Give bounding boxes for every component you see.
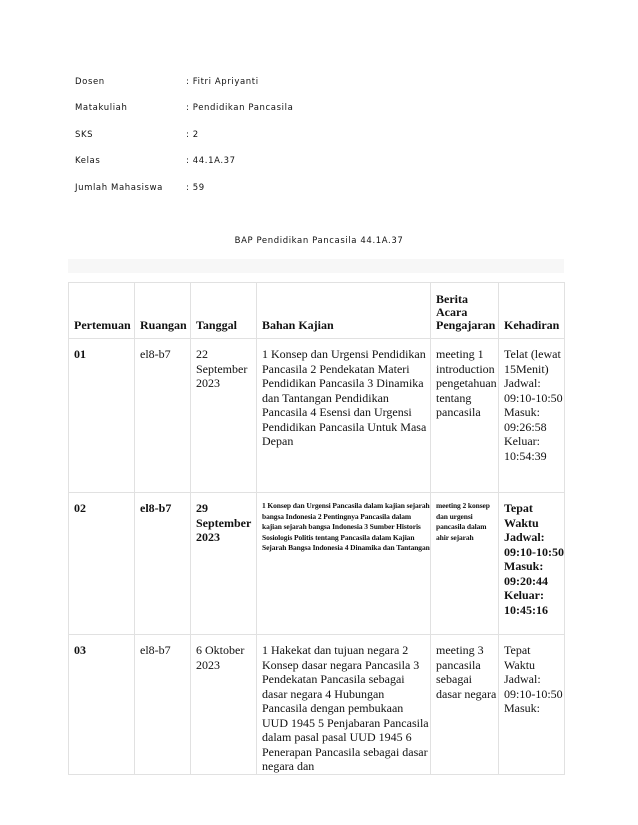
- info-label-dosen: Dosen: [75, 77, 105, 87]
- info-value-kelas: : 44.1A.37: [186, 156, 236, 166]
- cell-pertemuan: 01: [69, 339, 135, 493]
- cell-pertemuan: 03: [69, 635, 135, 775]
- header-berita-acara: Berita Acara Pengajaran: [431, 283, 499, 339]
- cell-tanggal: 29 September 2023: [191, 493, 257, 635]
- cell-berita-acara: meeting 3 pancasila sebagai dasar negara: [431, 635, 499, 775]
- header-band: [68, 259, 564, 273]
- header-ruangan: Ruangan: [135, 283, 191, 339]
- table-row: [69, 635, 565, 775]
- cell-ruangan: el8-b7: [135, 339, 191, 493]
- cell-bahan-kajian: 1 Hakekat dan tujuan negara 2 Konsep dasar negara Pancasila 3 Pendekatan Pancasila sebagai dasar negara 4 Hubungan Pancasila dengan pembukaan UUD 1945 5 Penjabaran Pancasila dalam pasal pasal UUD 1945 6 Penerapan Pancasila sebagai dasar negara dan: [257, 635, 431, 775]
- header-pertemuan: Pertemuan: [69, 283, 135, 339]
- cell-ruangan: el8-b7: [135, 493, 191, 635]
- cell-ruangan: el8-b7: [135, 635, 191, 775]
- cell-tanggal: 6 Oktober 2023: [191, 635, 257, 775]
- info-value-dosen: : Fitri Apriyanti: [186, 77, 259, 87]
- table-row: [69, 339, 565, 493]
- info-label-kelas: Kelas: [75, 156, 101, 166]
- table-row: [69, 493, 565, 635]
- header-tanggal: Tanggal: [191, 283, 257, 339]
- bap-table: [68, 282, 565, 775]
- cell-kehadiran: Tepat Waktu Jadwal: 09:10-10:50 Masuk:: [499, 635, 565, 775]
- cell-bahan-kajian: 1 Konsep dan Urgensi Pancasila dalam kajian sejarah bangsa Indonesia 2 Pentingnya Pancasila dalam kajian sejarah bangsa Indonesia 3 Sumber Historis Sosiologis Politis tentang Pancasila dalam Kajian Sejarah Bangsa Indonesia 4 Dinamika dan Tantangan: [257, 493, 431, 635]
- cell-bahan-kajian: 1 Konsep dan Urgensi Pendidikan Pancasila 2 Pendekatan Materi Pendidikan Pancasila 3 Dinamika dan Tantangan Pendidikan Pancasila 4 Esensi dan Urgensi Pendidikan Pancasila Untuk Masa Depan: [257, 339, 431, 493]
- info-label-matakuliah: Matakuliah: [75, 103, 128, 113]
- info-value-sks: : 2: [186, 130, 199, 140]
- info-value-matakuliah: : Pendidikan Pancasila: [186, 103, 294, 113]
- cell-tanggal: 22 September 2023: [191, 339, 257, 493]
- cell-berita-acara: meeting 1 introduction pengetahuan tentang pancasila: [431, 339, 499, 493]
- header-kehadiran: Kehadiran: [499, 283, 565, 339]
- cell-kehadiran: Telat (lewat 15Menit) Jadwal: 09:10-10:50 Masuk: 09:26:58 Keluar: 10:54:39: [499, 339, 565, 493]
- info-label-jumlah-mahasiswa: Jumlah Mahasiswa: [75, 183, 163, 193]
- info-label-sks: SKS: [75, 130, 94, 140]
- cell-kehadiran: Tepat Waktu Jadwal: 09:10-10:50 Masuk: 09:20:44 Keluar: 10:45:16: [499, 493, 565, 635]
- table-header-row: [69, 283, 565, 339]
- cell-berita-acara: meeting 2 konsep dan urgensi pancasila dalam ahir sejarah: [431, 493, 499, 635]
- header-bahan-kajian: Bahan Kajian: [257, 283, 431, 339]
- info-value-jumlah-mahasiswa: : 59: [186, 183, 205, 193]
- page-title: BAP Pendidikan Pancasila 44.1A.37: [234, 236, 404, 246]
- cell-pertemuan: 02: [69, 493, 135, 635]
